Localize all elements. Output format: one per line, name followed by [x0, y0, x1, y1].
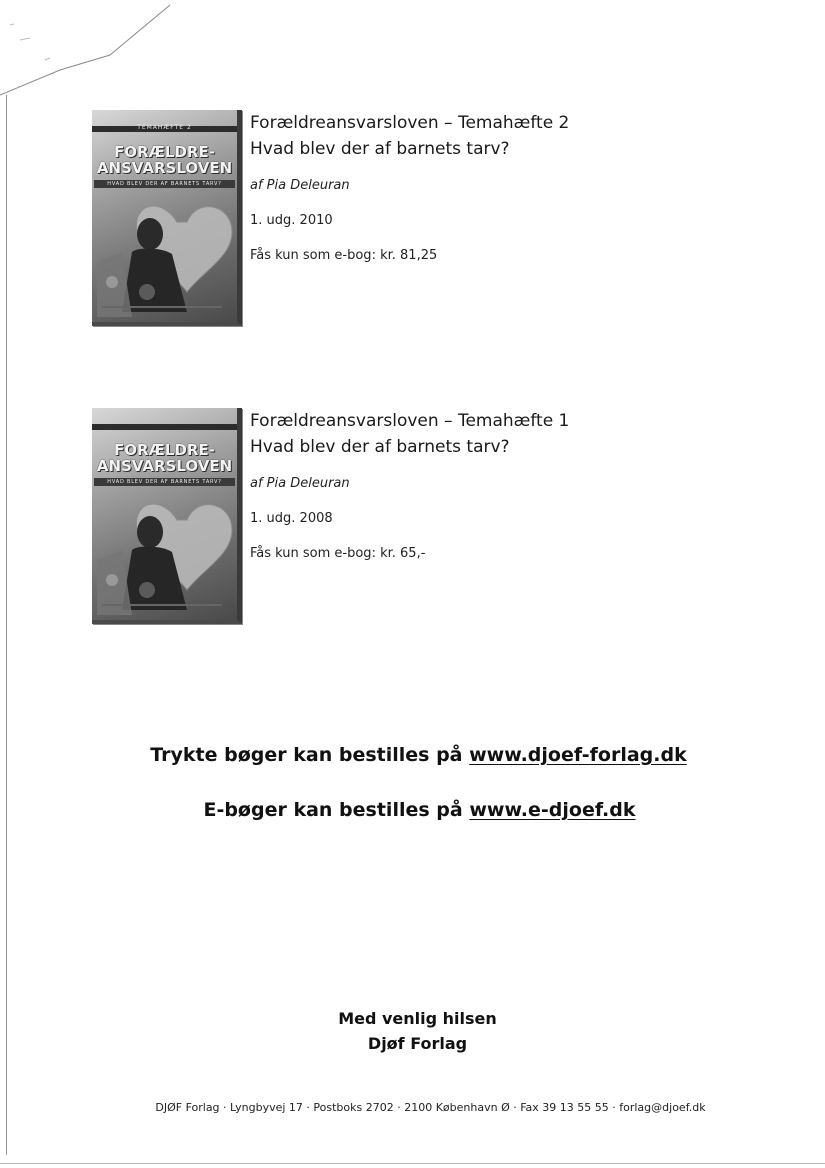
- book-title: [250, 408, 670, 460]
- cover-title-line: ANSVARSLOVEN: [96, 159, 233, 177]
- cover-subtitle: HVAD BLEV DER AF BARNETS TARV?: [94, 180, 235, 188]
- closing-block: [0, 1006, 825, 1056]
- cover-title-line: ANSVARSLOVEN: [96, 457, 233, 475]
- scan-corner-mark: [0, 0, 180, 100]
- cover-illustration: [92, 490, 237, 620]
- printed-books-order-text: Trykte bøger kan bestilles på: [150, 744, 463, 766]
- book-subtitle-line: Hvad blev der af barnets tarv?: [250, 139, 510, 159]
- cover-title: [96, 144, 233, 176]
- closing-greeting: Med venlig hilsen: [338, 1009, 497, 1028]
- book-edition: 1. udg. 2010: [250, 213, 333, 228]
- ebooks-link[interactable]: www.e-djoef.dk: [469, 799, 636, 821]
- closing-signature: Djøf Forlag: [367, 1034, 468, 1053]
- book-price: Fås kun som e-bog: kr. 65,-: [250, 546, 426, 561]
- ebooks-order-line: [7, 799, 825, 821]
- cover-title-line: FORÆLDRE-: [114, 143, 215, 161]
- book-title-line: Forældreansvarsloven – Temahæfte 2: [250, 113, 570, 133]
- footer-address: DJØF Forlag · Lyngbyvej 17 · Postboks 2702 · 2100 København Ø · Fax 39 13 55 55 · forlag@djoef.dk: [155, 1101, 706, 1114]
- book-title: [250, 110, 670, 162]
- cover-title-line: FORÆLDRE-: [114, 441, 215, 459]
- cover-illustration: [92, 192, 237, 322]
- scan-edge-left: [6, 95, 7, 1155]
- cover-series-band: [92, 424, 237, 430]
- book-author: af Pia Deleuran: [250, 178, 350, 193]
- book-info: [250, 408, 670, 561]
- book-title-line: Forældreansvarsloven – Temahæfte 1: [250, 411, 570, 431]
- scan-edge-bottom: [0, 1163, 825, 1164]
- book-cover-image[interactable]: [92, 408, 242, 624]
- printed-books-order-line: [6, 744, 825, 766]
- book-edition: 1. udg. 2008: [250, 511, 333, 526]
- book-subtitle-line: Hvad blev der af barnets tarv?: [250, 437, 510, 457]
- book-info: [250, 110, 670, 263]
- printed-books-link[interactable]: www.djoef-forlag.dk: [469, 744, 687, 766]
- cover-subtitle: HVAD BLEV DER AF BARNETS TARV?: [94, 478, 235, 486]
- book-author: af Pia Deleuran: [250, 476, 350, 491]
- cover-series-label: TEMAHÆFTE 2: [137, 124, 192, 131]
- ebooks-order-text: E-bøger kan bestilles på: [203, 799, 463, 821]
- book-price: Fås kun som e-bog: kr. 81,25: [250, 248, 438, 263]
- cover-title: [96, 442, 233, 474]
- book-cover-image[interactable]: [92, 110, 242, 326]
